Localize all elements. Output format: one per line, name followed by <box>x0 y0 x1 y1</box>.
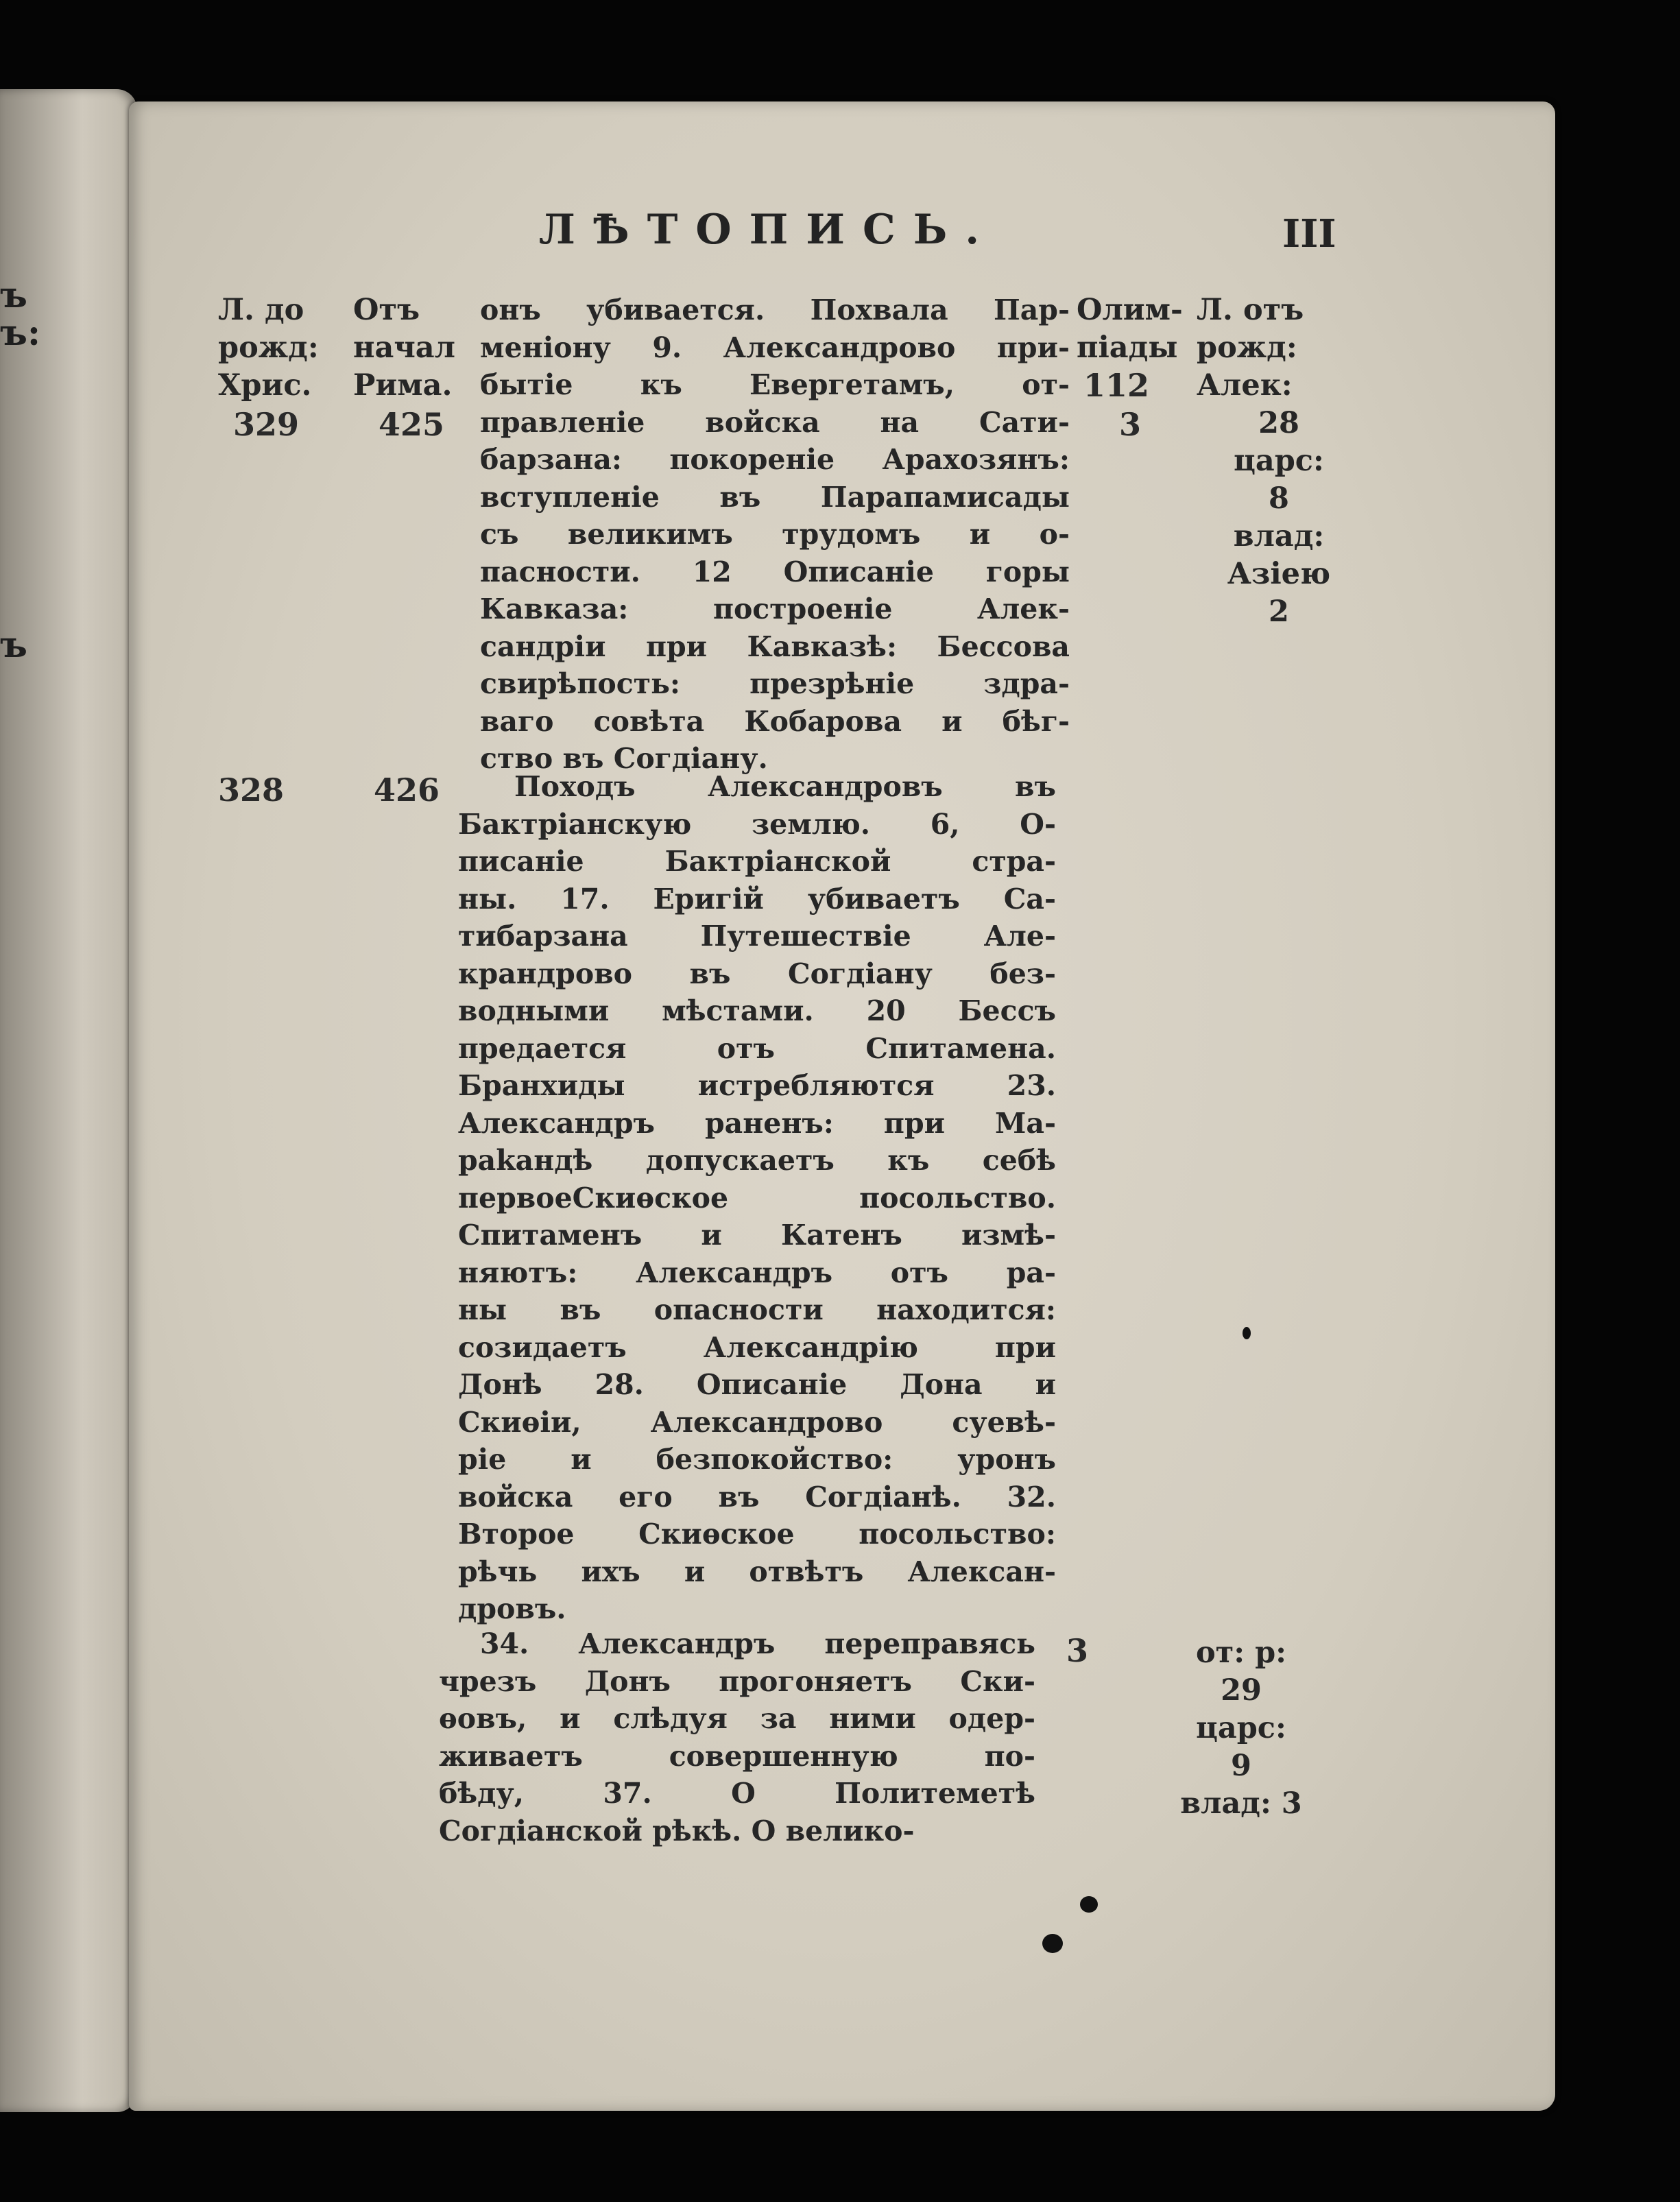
left-page-fragment: ъ <box>0 274 27 316</box>
year-rome-number: 426 <box>374 771 440 809</box>
text-line: онъ убивается. Похвала Пар- <box>480 294 1070 326</box>
text-line: пасности. 12 Описаніе горы <box>480 555 1070 588</box>
ink-speck <box>1243 1327 1251 1339</box>
text-line: живаетъ совершенную по- <box>439 1739 1035 1773</box>
ink-speck <box>1042 1934 1063 1953</box>
text-line: рakандѣ допускаетъ къ себѣ <box>458 1144 1056 1177</box>
text-line: созидаетъ Александрію при <box>458 1330 1056 1364</box>
column-header-year-rome: Отъ начал Рима. <box>353 293 455 403</box>
text-line: меніону 9. Александрово при- <box>480 331 1070 364</box>
text-line: свирѣпость: презрѣніе здра- <box>480 667 1070 700</box>
ink-speck <box>1080 1896 1098 1913</box>
year-bc-number: 328 <box>218 771 285 809</box>
text-line: Второе Скиѳское посольство: <box>458 1518 1056 1551</box>
text-line: Кавказа: построеніе Алек- <box>480 593 1070 625</box>
text-line: Александръ раненъ: при Ма- <box>458 1106 1056 1140</box>
text-line: ѳовъ, и слѣдуя за ними одер- <box>439 1702 1035 1735</box>
text-line: чрезъ Донъ прогоняетъ Ски- <box>439 1664 1035 1698</box>
text-line: правленіе войска на Сати- <box>480 405 1070 439</box>
text-line: ваго совѣта Кобарова и бѣг- <box>480 704 1070 738</box>
column-header-olympiad: Олим- піады <box>1077 293 1183 365</box>
text-line: первоеСкиѳское посольство. <box>458 1181 1056 1214</box>
text-line: ство въ Согдіану. <box>480 742 768 775</box>
entry-text-block <box>514 768 1056 806</box>
text-line: бытіе къ Евергетамъ, от- <box>480 368 1070 401</box>
text-line: предается отъ Спитамена. <box>458 1031 1056 1065</box>
column-header-year-alexander: Л. отъ рожд: Алек: <box>1197 293 1304 403</box>
text-line: крандрово въ Согдіану без- <box>458 957 1056 990</box>
olympiad-number: 112 <box>1083 367 1150 404</box>
page-number: III <box>1282 211 1336 256</box>
year-rome-number: 425 <box>379 406 445 443</box>
text-line: Донѣ 28. Описаніе Дона и <box>458 1368 1056 1401</box>
entry-text-block <box>480 329 1070 778</box>
olympiad-year: 3 <box>1066 1632 1089 1669</box>
text-line: Походъ Александровъ въ <box>514 770 1056 803</box>
side-notes: 28 царс: 8 влад: Азіею 2 <box>1227 406 1331 629</box>
left-page-fragment: ъ: <box>0 312 41 354</box>
text-line: ріе и безпокойство: уронъ <box>458 1443 1056 1476</box>
text-line: Согдіанской рѣкѣ. О велико- <box>439 1814 915 1847</box>
text-line: тибарзана Путешествіе Але- <box>458 920 1056 953</box>
text-line: дровъ. <box>458 1592 566 1625</box>
text-line: Бактріанскую землю. 6, О- <box>458 807 1056 841</box>
text-line: Бранхиды истребляются 23. <box>458 1069 1056 1102</box>
text-line: 34. Александръ переправясь <box>480 1627 1035 1660</box>
text-line: рѣчь ихъ и отвѣтъ Алексан- <box>458 1555 1056 1588</box>
text-line: барзана: покореніе Арахозянъ: <box>480 443 1070 476</box>
text-line: Скиѳіи, Александрово суевѣ- <box>458 1405 1056 1439</box>
text-line: ны въ опасности находится: <box>458 1293 1056 1326</box>
side-notes: от: р: 29 царс: 9 влад: 3 <box>1180 1636 1302 1821</box>
year-bc-number: 329 <box>233 406 300 443</box>
entry-text-block <box>439 1663 1035 1850</box>
text-line: няютъ: Александръ отъ ра- <box>458 1256 1056 1289</box>
text-line: водными мѣстами. 20 Бессъ <box>458 994 1056 1027</box>
olympiad-year: 3 <box>1119 406 1142 443</box>
entry-text-block <box>458 806 1056 1628</box>
entry-text-block <box>480 1625 1035 1663</box>
text-line: вступленіе въ Парапамисады <box>480 480 1070 514</box>
running-header-title: ЛѢТОПИСЬ. <box>538 206 998 254</box>
text-line: бѣду, 37. О Политеметѣ <box>439 1777 1035 1810</box>
text-line: съ великимъ трудомъ и о- <box>480 518 1070 551</box>
text-line: сандріи при Кавказѣ: Бессова <box>480 630 1070 663</box>
column-header-year-bc: Л. до рожд: Хрис. <box>218 293 319 403</box>
entry-text-block <box>480 291 1070 329</box>
left-page-fragment: ъ <box>0 624 27 666</box>
left-page-edge <box>0 89 137 2112</box>
text-line: войска его въ Согдіанѣ. 32. <box>458 1480 1056 1513</box>
text-line: ны. 17. Еригій убиваетъ Са- <box>458 882 1056 915</box>
text-line: писаніе Бактріанской стра- <box>458 845 1056 878</box>
text-line: Спитаменъ и Катенъ измѣ- <box>458 1219 1056 1252</box>
